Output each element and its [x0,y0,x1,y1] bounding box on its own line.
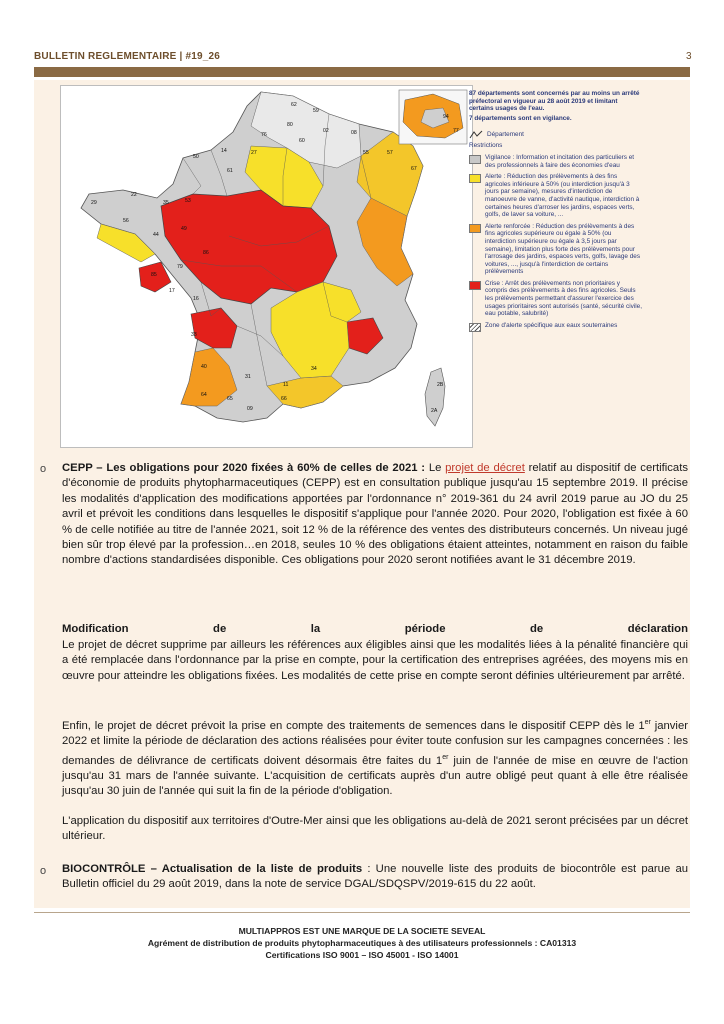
cepp-paragraph [62,461,688,569]
cepp-paragraph-3 [62,715,688,800]
page-number: 3 [686,51,692,62]
dept-label: 22 [131,192,137,198]
legend-row-vigilance [469,154,642,169]
projet-de-decret-link[interactable]: projet de décret [445,462,525,474]
dept-label: 27 [251,150,257,156]
dept-label: 76 [261,132,267,138]
subheading-word: de [213,623,227,635]
dept-label: 44 [153,232,159,238]
legend-summary: 87 départements sont concernés par au moins un arrêté préfectoral en vigueur au 28 août 2019 et limitant certains usages de l'eau. [469,90,640,113]
legend-departement-row [469,130,642,139]
cepp-body: relatif au dispositif de certificats d'économie de produits phytopharmaceutiques (CEPP) est en consultation publique jusqu'au 15 septembre 2019. Il précise les modalités d'application des modifications apportées par l'ordonnance n° 2019-361 du 24 avril 2019 parue au JO du 25 avril et prévoit les conditions dans lesquelles le dispositif s'applique pour l'année 2020. Pour 2020, l'obligation est fixée à 60 % de celle notifiée au titre de l'année 2021, soit 12 % de la référence des ventes des distributeurs concernés. Un niveau jugé bien sûr trop élevé par la profession…en 2018, seules 10 % des obligations étaient atteintes, notamment en raison du faible nombre d'actions standardisées disponible. Ces obligations pour 2020 seront notifiées avant le 31 décembre 2019. [62,462,689,567]
dept-label: 49 [181,226,187,232]
legend-swatch-alerte [469,174,481,183]
p3-sup-er: er [644,719,651,726]
legend-text-crise: Crise : Arrêt des prélèvements non prioritaires y compris des prélèvements à des fins agricoles. Seuls les prélèvements permettant d'assurer l'exercice des usages prioritaires sont autorisés (santé, sécurité civile, eau potable, salubrité) [485,279,642,318]
legend-vigilance-count: 7 départements sont en vigilance. [469,114,572,122]
legend-swatch-alerte-renforcee [469,224,481,233]
legend-text-alerte: Alerte : Réduction des prélèvements à des fins agricoles inférieure à 50% (ou interdiction jusqu'à 3 jours par semaine), mesures d'interdiction de manoeuvre de vanne, d'activité nautique, interdiction à certaines heures d'arroser les jardins, espaces verts, golfs, de laver sa voiture, ... [485,173,640,219]
dept-label: 67 [411,166,417,172]
dept-label: 34 [311,366,317,372]
dept-label: 60 [299,138,305,144]
legend-row-groundwater [469,322,642,332]
dept-label: 35 [163,200,169,206]
dept-label: 40 [201,364,207,370]
footer-rule [34,912,690,913]
p3-part-b: janvier 2022 et limite la période de déclaration des actions réalisées pour éviter toute confusion sur les campagnes concernées : les demandes de délivrance de certificats doivent désormais être faites du 1 [62,719,688,767]
bulletin-title: BULLETIN REGLEMENTAIRE | #19_26 [34,51,221,62]
subheading-word: Modification [62,623,129,635]
subheading-word: de [530,623,544,635]
subheading-word: période [404,623,446,635]
p3-sup-er: er [442,753,449,761]
departement-line-icon [469,130,483,139]
dept-label: 08 [351,130,357,136]
legend-swatch-groundwater [469,323,481,332]
header-rule [34,67,690,77]
legend-swatch-crise [469,281,481,290]
dept-label: 53 [185,198,191,204]
dept-label: 14 [221,148,227,154]
legend-departement-label: Département [487,131,524,139]
dept-label: 16 [193,296,199,302]
biocontrole-title: BIOCONTRÔLE – Actualisation de la liste de produits [62,863,363,875]
dept-label: 64 [201,392,207,398]
dept-label: 59 [313,108,319,114]
subheading-word: déclaration [627,623,688,635]
dept-label: 77 [453,128,459,134]
dept-label: 09 [247,406,253,412]
bullet-marker-biocontrole: o [40,865,47,877]
dept-label: 2A [431,408,438,414]
corsica-shape [425,368,445,426]
drought-restrictions-map [60,85,642,448]
dept-label: 61 [227,168,233,174]
modification-subheading [62,623,688,635]
legend-text-vigilance: Vigilance : Information et incitation des particuliers et des professionnels à faire des économies d'eau [485,153,635,169]
legend-row-alerte-renforcee [469,223,642,276]
dept-label: 94 [443,114,449,120]
legend-text-alerte-renforcee: Alerte renforcée : Réduction des prélèvements à des fins agricoles supérieure ou égale à 50% (ou interdiction supérieure ou égale à 3,5 jours par semaine), limitation plus forte des prélèvements pour l'arrosage des jardins, espaces verts, golfs, lavage des voitures, ..., jusqu'à l'interdiction de certains prélèvements [485,222,641,276]
footer-company: MULTIAPPROS EST UNE MARQUE DE LA SOCIETE SEVEAL [238,926,486,936]
dept-label: 79 [177,264,183,270]
legend-text-groundwater: Zone d'alerte spécifique aux eaux souterraines [485,321,618,329]
legend-swatch-vigilance [469,155,481,164]
dept-label: 02 [323,128,329,134]
map-legend [469,90,642,332]
p3-part-a: Enfin, le projet de décret prévoit la prise en compte des traitements de semences dans le dispositif CEPP dès le 1 [62,719,645,732]
biocontrole-body: : Une nouvelle liste des produits de biocontrôle est parue au Bulletin officiel du 29 août 2019, dans la note de service DGAL/SDQSPV/2019-615 du 22 août. [62,863,689,891]
dept-label: 56 [123,218,129,224]
dept-label: 33 [191,332,197,338]
cepp-title: CEPP – Les obligations pour 2020 fixées à 60% de celles de 2021 : [62,462,426,474]
cepp-pre-link: Le [425,462,446,474]
bullet-marker-cepp: o [40,463,47,475]
cepp-paragraph-4: L'application du dispositif aux territoires d'Outre-Mer ainsi que les obligations au-delà de 2021 seront précisées par un décret ultérieur. [62,815,688,843]
biocontrole-paragraph [62,862,688,893]
footer-certifications: Certifications ISO 9001 – ISO 45001 - ISO 14001 [265,950,459,960]
p3-part-c: juin de l'année de mise en œuvre de l'action jusqu'au 31 mars de l'année suivante. L'acquisition de certificats auprès d'un autre obligé peut quant à elle être réalisée jusqu'au 30 juin de l'année qui suit la fin de la période d'obligation. [62,754,688,798]
france-map-image [61,86,472,447]
dept-label: 31 [245,374,251,380]
dept-label: 80 [287,122,293,128]
dept-label: 57 [387,150,393,156]
legend-row-alerte [469,173,642,219]
dept-label: 29 [91,200,97,206]
subheading-word: la [310,623,321,635]
cepp-paragraph-2: Le projet de décret supprime par ailleurs les références aux éligibles ainsi que les modalités liées à la pénalité financière qui a été remplacée dans l'ordonnance par la prise en compte, pour la certification des entreprises agréées, des moyens mis en œuvre pour atteindre les obligations fixées. Les modalités de cette prise en compte seront définies ultérieurement par arrêté. [62,639,688,682]
dept-label: 55 [363,150,369,156]
dept-label: 65 [227,396,233,402]
dept-label: 11 [283,382,289,388]
dept-label: 85 [151,272,157,278]
footer-agrement: Agrément de distribution de produits phytopharmaceutiques à des utilisateurs professionnels : CA01313 [147,938,577,948]
dept-label: 62 [291,102,297,108]
dept-label: 50 [193,154,199,160]
dept-label: 17 [169,288,175,294]
dept-label: 2B [437,382,444,388]
dept-label: 86 [203,250,209,256]
legend-row-crise [469,280,642,318]
dept-label: 66 [281,396,287,402]
legend-restrictions-heading: Restrictions [469,142,503,150]
